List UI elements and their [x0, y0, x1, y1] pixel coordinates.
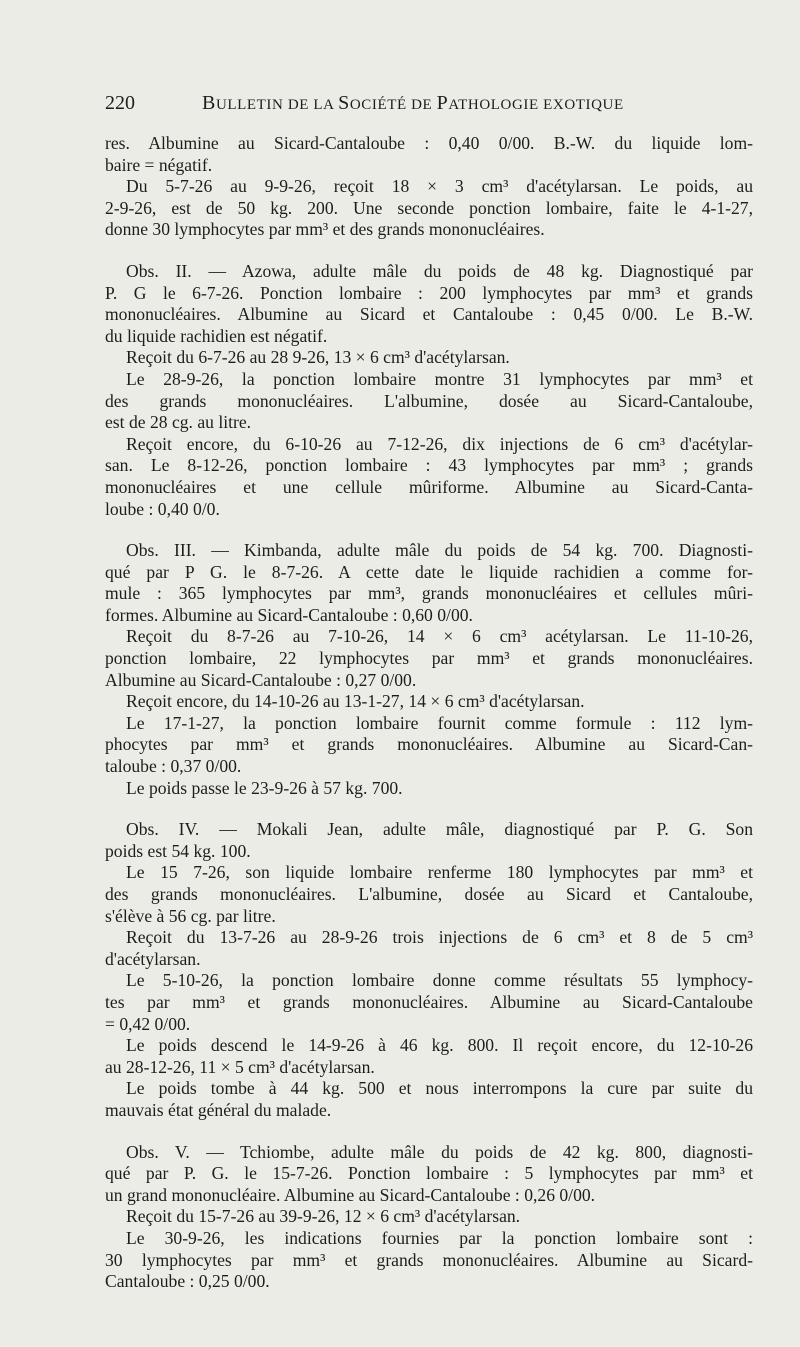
text-line: Le 30-9-26, les indications fournies par la ponction lombaire sont :	[126, 1227, 753, 1248]
paragraph	[105, 1228, 753, 1293]
text-line: Reçoit encore, du 14-10-26 au 13-1-27, 14 × 6 cm³ d'acétylarsan.	[126, 691, 585, 712]
paragraph	[105, 927, 753, 970]
text-line: 2-9-26, est de 50 kg. 200. Une seconde ponction lombaire, faite le 4-1-27,	[105, 197, 753, 218]
text-line: mule : 365 lymphocytes par mm³, grands mononucléaires et cellules mûri-	[105, 583, 753, 604]
text-line: mauvais état général du malade.	[105, 1099, 332, 1120]
title-part: ULLETIN	[215, 97, 284, 113]
title-part: EXOTIQUE	[538, 97, 624, 113]
title-part: OCIÉTÉ	[349, 97, 407, 113]
text-line: Obs. IV. — Mokali Jean, adulte mâle, diagnostiqué par P. G. Son	[126, 819, 753, 840]
title-part: LA	[313, 97, 339, 113]
text-line: poids est 54 kg. 100.	[105, 840, 251, 861]
text-line: Le 17-1-27, la ponction lombaire fournit comme formule : 112 lym-	[126, 712, 753, 733]
text-line: Cantaloube : 0,25 0/00.	[105, 1271, 270, 1292]
text-line: P. G le 6-7-26. Ponction lombaire : 200 lymphocytes par mm³ et grands	[105, 282, 753, 303]
text-line: ponction lombaire, 22 lymphocytes par mm³ et grands mononucléaires.	[105, 648, 753, 669]
paragraph	[105, 626, 753, 691]
page-number: 220	[105, 92, 135, 114]
paragraph	[105, 1078, 753, 1121]
text-line: formes. Albumine au Sicard-Cantaloube : 0,60 0/00.	[105, 604, 473, 625]
paragraph	[105, 434, 753, 520]
text-line: phocytes par mm³ et grands mononucléaires. Albumine au Sicard-Can-	[105, 734, 753, 755]
text-line: du liquide rachidien est négatif.	[105, 325, 328, 346]
paragraph	[105, 713, 753, 778]
document-body	[105, 133, 753, 1293]
text-line: est de 28 cg. au litre.	[105, 412, 252, 433]
text-line: res. Albumine au Sicard-Cantaloube : 0,40 0/00. B.-W. du liquide lom-	[105, 133, 753, 153]
text-line: un grand mononucléaire. Albumine au Sicard-Cantaloube : 0,26 0/00.	[105, 1184, 596, 1205]
text-line: = 0,42 0/00.	[105, 1013, 191, 1034]
title-initial: P	[436, 92, 449, 114]
text-line: s'élève à 56 cg. par litre.	[105, 905, 276, 926]
paragraph	[105, 369, 753, 434]
paragraph	[105, 261, 753, 347]
text-line: Le poids tombe à 44 kg. 500 et nous interrompons la cure par suite du	[126, 1078, 753, 1099]
text-line: au 28-12-26, 11 × 5 cm³ d'acétylarsan.	[105, 1056, 375, 1077]
text-line: Le 28-9-26, la ponction lombaire montre 31 lymphocytes par mm³ et	[126, 368, 753, 389]
text-line: Reçoit du 15-7-26 au 39-9-26, 12 × 6 cm³ d'acétylarsan.	[126, 1206, 521, 1227]
paragraph	[105, 862, 753, 927]
text-line: des grands mononucléaires. L'albumine, dosée au Sicard-Cantaloube,	[105, 390, 753, 411]
title-part: ATHOLOGIE	[448, 97, 539, 113]
title-initial: S	[338, 92, 350, 114]
text-line: Le poids descend le 14-9-26 à 46 kg. 800. Il reçoit encore, du 12-10-26	[126, 1035, 753, 1056]
paragraph	[105, 1035, 753, 1078]
paragraph	[105, 1206, 753, 1228]
paragraph	[105, 819, 753, 862]
paragraph	[105, 176, 753, 241]
section-gap	[105, 799, 753, 819]
text-line: Obs. V. — Tchiombe, adulte mâle du poids de 42 kg. 800, diagnosti-	[126, 1141, 753, 1162]
running-title	[202, 92, 624, 115]
text-line: Du 5-7-26 au 9-9-26, reçoit 18 × 3 cm³ d'acétylarsan. Le poids, au	[126, 176, 753, 197]
title-initial: B	[202, 92, 216, 114]
paragraph	[105, 778, 753, 800]
text-line: mononucléaires et une cellule mûriforme. Albumine au Sicard-Canta-	[105, 476, 753, 497]
text-line: taloube : 0,37 0/00.	[105, 756, 242, 777]
paragraph	[105, 970, 753, 1035]
text-line: des grands mononucléaires. L'albumine, dosée au Sicard et Cantaloube,	[105, 884, 753, 904]
paragraph	[105, 691, 753, 713]
section-gap	[105, 520, 753, 540]
paragraph	[105, 540, 753, 626]
title-part: DE	[406, 97, 437, 113]
text-line: donne 30 lymphocytes par mm³ et des grands mononucléaires.	[105, 219, 545, 240]
text-line: baire = négatif.	[105, 154, 213, 175]
text-line: loube : 0,40 0/0.	[105, 498, 220, 519]
title-part: DE	[283, 97, 314, 113]
text-line: qué par P G. le 8-7-26. A cette date le liquide rachidien a comme for-	[105, 561, 753, 582]
text-line: Le 5-10-26, la ponction lombaire donne comme résultats 55 lymphocy-	[126, 970, 753, 991]
text-line: tes par mm³ et grands mononucléaires. Albumine au Sicard-Cantaloube	[105, 991, 753, 1012]
paragraph	[105, 1142, 753, 1207]
text-line: Albumine au Sicard-Cantaloube : 0,27 0/00.	[105, 669, 417, 690]
text-line: Obs. III. — Kimbanda, adulte mâle du poids de 54 kg. 700. Diagnosti-	[126, 540, 753, 561]
text-line: 30 lymphocytes par mm³ et grands mononucléaires. Albumine au Sicard-	[105, 1249, 753, 1270]
section-gap	[105, 1122, 753, 1142]
text-line: Obs. II. — Azowa, adulte mâle du poids de 48 kg. Diagnostiqué par	[126, 260, 753, 281]
paragraph	[105, 133, 753, 176]
text-line: Reçoit du 8-7-26 au 7-10-26, 14 × 6 cm³ acétylarsan. Le 11-10-26,	[126, 626, 753, 647]
section-gap	[105, 241, 753, 261]
page-header	[105, 92, 765, 120]
text-line: d'acétylarsan.	[105, 948, 201, 969]
paragraph	[105, 347, 753, 369]
text-line: Reçoit du 6-7-26 au 28 9-26, 13 × 6 cm³ d'acétylarsan.	[126, 347, 510, 368]
text-line: mononucléaires. Albumine au Sicard et Cantaloube : 0,45 0/00. Le B.-W.	[105, 304, 753, 325]
text-line: Reçoit du 13-7-26 au 28-9-26 trois injections de 6 cm³ et 8 de 5 cm³	[126, 927, 753, 948]
text-line: Le 15 7-26, son liquide lombaire renferme 180 lymphocytes par mm³ et	[126, 862, 753, 883]
text-line: qué par P. G. le 15-7-26. Ponction lombaire : 5 lymphocytes par mm³ et	[105, 1163, 753, 1184]
text-line: Reçoit encore, du 6-10-26 au 7-12-26, dix injections de 6 cm³ d'acétylar-	[126, 433, 753, 454]
text-line: Le poids passe le 23-9-26 à 57 kg. 700.	[126, 777, 403, 798]
text-line: san. Le 8-12-26, ponction lombaire : 43 lymphocytes par mm³ ; grands	[105, 455, 753, 476]
